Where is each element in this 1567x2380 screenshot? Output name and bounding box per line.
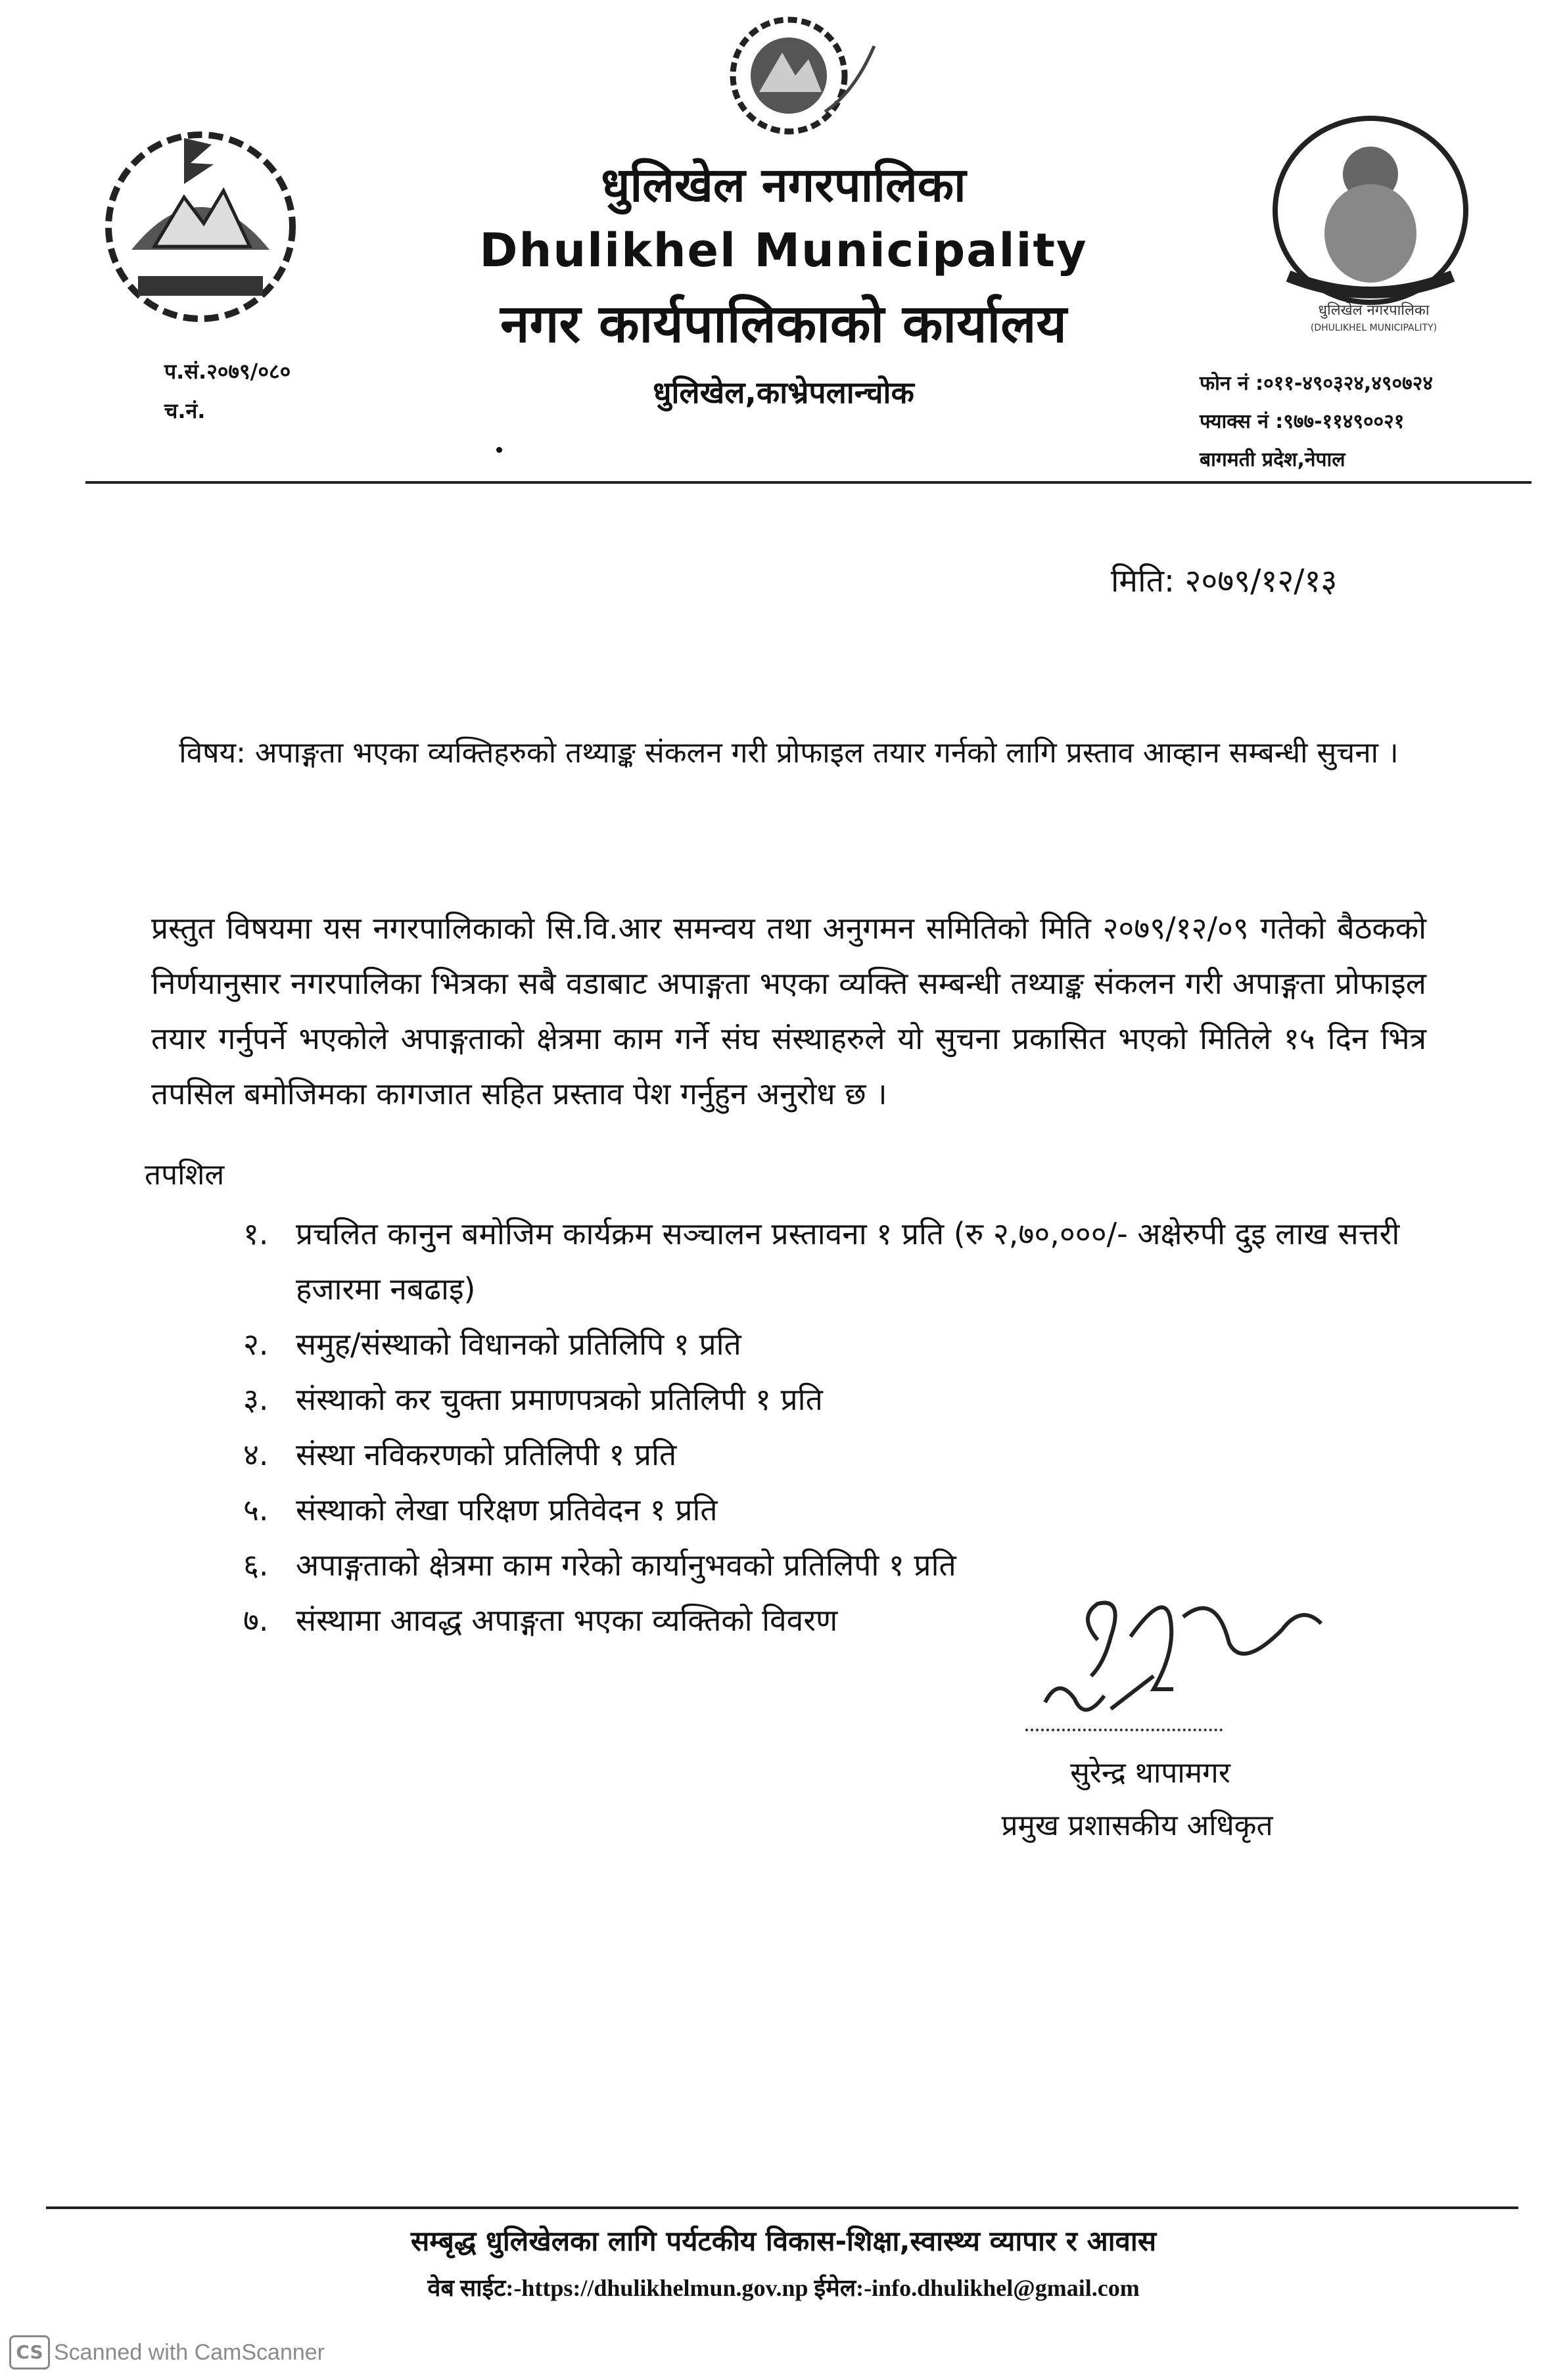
list-item-number: ५. bbox=[243, 1492, 269, 1528]
list-item-text: समुह/संस्थाको विधानको प्रतिलिपि १ प्रति bbox=[296, 1326, 741, 1362]
letter-body: प्रस्तुत विषयमा यस नगरपालिकाको सि.वि.आर समन्वय तथा अनुगमन समितिको मिति २०७९/१२/०९ गतेको बैठकको निर्णयानुसार नगरपालिका भित्रका सबै वडाबाट अपाङ्गता भएका व्यक्ति सम्बन्धी तथ्याङ्क संकलन गरी अपाङ्गता प्रोफाइल तयार गर्नुपर्ने भएकोले अपाङ्गताको क्षेत्रमा काम गर्ने संघ संस्थाहरुले यो सुचना प्रकासित भएको मितिले १५ दिन भित्र तपसिल बमोजिमका कागजात सहित प्रस्ताव पेश गर्नुहुन अनुरोध छ । bbox=[151, 910, 1426, 1111]
ink-dot bbox=[496, 447, 502, 453]
list-item bbox=[243, 1317, 1426, 1372]
list-item bbox=[243, 1206, 1426, 1317]
signer-name: सुरेन्द्र थापामगर bbox=[1070, 1756, 1230, 1790]
logo-caption-en: (DHULIKHEL MUNICIPALITY) bbox=[1310, 323, 1438, 333]
tapasil-label: तपशिल bbox=[145, 1158, 225, 1192]
handwritten-signature bbox=[1012, 1577, 1328, 1735]
list-item-text: प्रचलित कानुन बमोजिम कार्यक्रम सञ्चालन प्रस्तावना १ प्रति (रु २,७०,०००/- अक्षेरुपी दुइ लाख सत्तरी हजारमा नबढाइ) bbox=[296, 1216, 1400, 1307]
logo-caption-np: धुलिखेल नगरपालिका bbox=[1318, 302, 1430, 319]
list-item bbox=[243, 1372, 1426, 1427]
list-item-number: १. bbox=[243, 1216, 269, 1251]
office-address: धुलिखेल,काभ्रेपलान्चोक bbox=[653, 375, 914, 410]
province: बागमती प्रदेश,नेपाल bbox=[1200, 448, 1345, 471]
reference-block bbox=[164, 352, 291, 431]
ref-number: प.सं.२०७९/०८० bbox=[164, 359, 291, 384]
dispatch-number: च.नं. bbox=[164, 398, 206, 423]
municipality-name-en: Dhulikhel Municipality bbox=[479, 223, 1088, 277]
office-name: नगर कार्यपालिकाको कार्यालय bbox=[500, 293, 1067, 354]
list-item-number: ६. bbox=[243, 1547, 269, 1583]
letter-subject: विषय: अपाङ्गता भएका व्यक्तिहरुको तथ्याङ्क संकलन गरी प्रोफाइल तयार गर्नको लागि प्रस्ताव आव्हान सम्बन्धी सुचना । bbox=[179, 736, 1399, 770]
letter-date: मिति: २०७९/१२/१३ bbox=[1111, 563, 1338, 599]
list-item-text: संस्था नविकरणको प्रतिलिपी १ प्रति bbox=[296, 1437, 677, 1472]
footer-divider bbox=[46, 2206, 1518, 2209]
list-item-number: ७. bbox=[243, 1602, 269, 1638]
fax-number: फ्याक्स नं :९७७-११४९००२१ bbox=[1200, 410, 1405, 433]
header-divider bbox=[85, 481, 1532, 484]
list-item-number: २. bbox=[243, 1326, 269, 1362]
list-item-text: संस्थामा आवद्ध अपाङ्गता भएका व्यक्तिको विवरण bbox=[296, 1602, 838, 1638]
signature-line bbox=[1025, 1729, 1223, 1731]
footer-slogan: सम्बृद्ध धुलिखेलका लागि पर्यटकीय विकास-शिक्षा,स्वास्थ्य व्यापार र आवास bbox=[410, 2225, 1157, 2257]
contact-block bbox=[1200, 365, 1433, 479]
camscanner-icon: CS bbox=[9, 2335, 50, 2369]
list-item bbox=[243, 1482, 1426, 1537]
list-item-number: ३. bbox=[243, 1382, 269, 1417]
list-item bbox=[243, 1427, 1426, 1482]
footer-contact: वेब साईट:-https://dhulikhelmun.gov.np ईमेल:-info.dhulikhel@gmail.com bbox=[427, 2275, 1140, 2301]
list-item-text: संस्थाको लेखा परिक्षण प्रतिवेदन १ प्रति bbox=[296, 1492, 718, 1528]
camscanner-watermark: Scanned with CamScanner bbox=[54, 2340, 325, 2365]
signer-title: प्रमुख प्रशासकीय अधिकृत bbox=[1001, 1809, 1273, 1842]
municipality-name-np: धुलिखेल नगरपालिका bbox=[601, 157, 966, 212]
list-item-text: अपाङ्गताको क्षेत्रमा काम गरेको कार्यानुभवको प्रतिलिपी १ प्रति bbox=[296, 1547, 956, 1583]
office-stamp bbox=[710, 13, 881, 171]
list-item-text: संस्थाको कर चुक्ता प्रमाणपत्रको प्रतिलिपी १ प्रति bbox=[296, 1382, 823, 1417]
list-item-number: ४. bbox=[243, 1437, 269, 1472]
phone-number: फोन नं :०११-४९०३२४,४९०७२४ bbox=[1200, 372, 1433, 395]
